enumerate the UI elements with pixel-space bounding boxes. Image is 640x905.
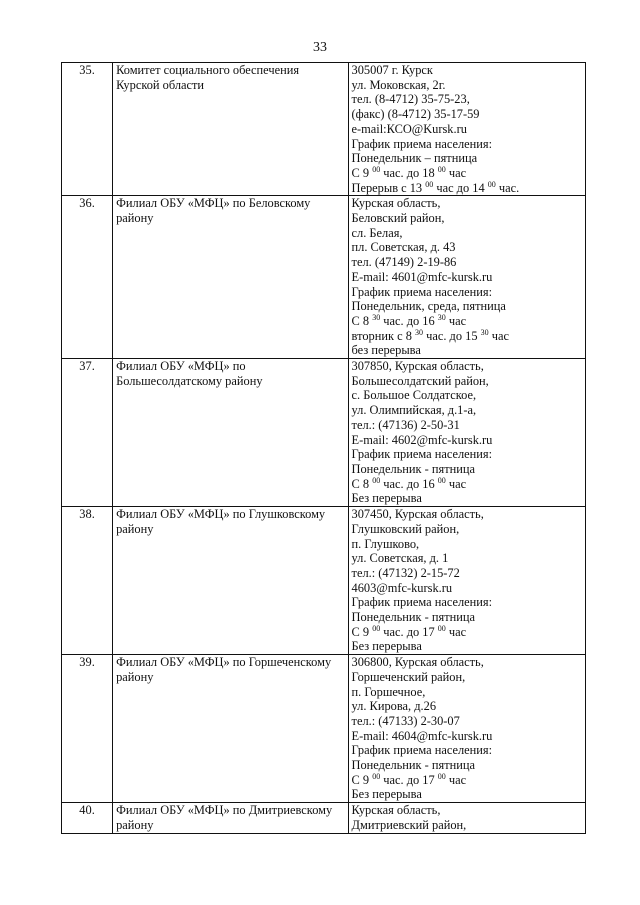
hours-text: час. до 18 [380, 165, 438, 180]
address-cell [348, 507, 585, 655]
organization-line: Курской области [116, 77, 205, 92]
address-line: График приема населения: [351, 284, 493, 299]
address-line: Курская область, [351, 803, 441, 818]
organization-line: Филиал ОБУ «МФЦ» по Беловскому [116, 196, 311, 211]
address-cell [348, 63, 585, 196]
address-line: Глушковский район, [351, 521, 460, 536]
minutes-superscript: 00 [437, 475, 446, 485]
minutes-superscript: 30 [437, 312, 446, 322]
hours-text: час до 14 [433, 180, 488, 195]
hours-line [352, 477, 582, 492]
minutes-superscript: 00 [425, 179, 434, 189]
organization-cell [113, 63, 348, 196]
address-line: 306800, Курская область, [351, 655, 484, 670]
address-line: Понедельник, среда, пятница [351, 299, 506, 314]
organization-line: Комитет социального обеспечения [116, 63, 300, 77]
address-line: 307850, Курская область, [351, 359, 484, 374]
hours-text: час [488, 328, 509, 343]
break-info: без перерыва [351, 343, 421, 358]
address-cell [348, 359, 585, 507]
address-line: Беловский район, [351, 211, 445, 226]
table-row [62, 507, 586, 655]
minutes-superscript: 30 [480, 327, 489, 337]
address-line: 307450, Курская область, [351, 507, 484, 522]
address-line: тел.: (47133) 2-30-07 [351, 713, 460, 728]
row-number: 36. [62, 196, 113, 359]
hours-text: час. до 16 [380, 313, 438, 328]
address-line: График приема населения: [351, 595, 493, 610]
address-line: ул. Моковская, 2г. [351, 77, 446, 92]
minutes-superscript: 00 [487, 179, 496, 189]
row-number: 40. [62, 803, 113, 833]
address-line: E-mail: 4602@mfc-kursk.ru [351, 432, 493, 447]
hours-text: час [445, 772, 467, 787]
organization-cell [113, 196, 348, 359]
hours-text: вторник с 8 [351, 328, 415, 343]
organization-cell [113, 655, 348, 803]
row-number: 35. [62, 63, 113, 196]
hours-line [352, 166, 582, 181]
address-line: Понедельник - пятница [351, 610, 476, 625]
minutes-superscript: 30 [372, 312, 381, 322]
minutes-superscript: 00 [437, 771, 446, 781]
organization-line: району [116, 521, 154, 536]
address-line: ул. Кирова, д.26 [351, 699, 437, 714]
address-line: Понедельник - пятница [351, 461, 476, 476]
address-line: тел.: (47132) 2-15-72 [351, 565, 460, 580]
address-line: ул. Олимпийская, д.1-а, [351, 403, 477, 418]
address-line: E-mail: 4601@mfc-kursk.ru [351, 269, 493, 284]
organization-line: району [116, 669, 154, 684]
address-line: п. Глушково, [351, 536, 420, 551]
organization-line: Филиал ОБУ «МФЦ» по [116, 359, 246, 374]
address-line: сл. Белая, [351, 225, 403, 240]
address-line: e-mail:КСО@Kursk.ru [351, 121, 467, 136]
organization-line: Филиал ОБУ «МФЦ» по Глушковскому [116, 507, 326, 522]
address-line: E-mail: 4604@mfc-kursk.ru [351, 728, 493, 743]
table-row [62, 196, 586, 359]
address-cell [348, 655, 585, 803]
organization-line: Филиал ОБУ «МФЦ» по Дмитриевскому [116, 803, 333, 818]
break-info: Без перерыва [351, 491, 422, 506]
minutes-superscript: 00 [372, 475, 381, 485]
address-line: пл. Советская, д. 43 [351, 240, 456, 255]
hours-text: С 9 [351, 624, 373, 639]
organization-line: Большесолдатскому району [116, 373, 263, 388]
hours-text: час. до 17 [380, 772, 438, 787]
address-cell [348, 196, 585, 359]
organization-cell [113, 803, 348, 833]
row-number: 37. [62, 359, 113, 507]
address-line: Большесолдатский район, [351, 373, 489, 388]
hours-text: час. [495, 180, 520, 195]
hours-text: час. до 15 [423, 328, 481, 343]
address-line: тел. (8-4712) 35-75-23, [351, 92, 470, 107]
table-row [62, 359, 586, 507]
address-line: 305007 г. Курск [351, 63, 433, 77]
hours-text: час. до 17 [380, 624, 438, 639]
address-line: с. Большое Солдатское, [351, 388, 477, 403]
hours-text: Перерыв с 13 [351, 180, 426, 195]
address-line: График приема населения: [351, 136, 493, 151]
hours-text: час. до 16 [380, 476, 438, 491]
minutes-superscript: 00 [372, 623, 381, 633]
address-line: Дмитриевский район, [351, 817, 467, 832]
organization-cell [113, 507, 348, 655]
address-line: 4603@mfc-kursk.ru [351, 580, 453, 595]
minutes-superscript: 00 [437, 164, 446, 174]
table-row [62, 655, 586, 803]
address-line: График приема населения: [351, 743, 493, 758]
hours-text: час [445, 165, 467, 180]
hours-line [352, 314, 582, 329]
hours-text: С 9 [351, 772, 373, 787]
hours-line [352, 329, 582, 344]
organization-line: Филиал ОБУ «МФЦ» по Горшеченскому [116, 655, 332, 670]
organization-cell [113, 359, 348, 507]
hours-text: час [445, 476, 467, 491]
hours-text: С 8 [351, 313, 373, 328]
address-line: (факс) (8-4712) 35-17-59 [351, 107, 480, 122]
organization-line: району [116, 817, 154, 832]
registry-table [61, 62, 586, 834]
address-line: График приема населения: [351, 447, 493, 462]
address-line: тел.: (47136) 2-50-31 [351, 417, 460, 432]
hours-line [352, 625, 582, 640]
registry-table-body [62, 63, 586, 834]
minutes-superscript: 00 [372, 771, 381, 781]
row-number: 38. [62, 507, 113, 655]
hours-text: С 8 [351, 476, 373, 491]
hours-line [352, 181, 582, 196]
minutes-superscript: 00 [437, 623, 446, 633]
table-row [62, 803, 586, 833]
address-line: Понедельник - пятница [351, 758, 476, 773]
address-line: Горшеченский район, [351, 669, 466, 684]
break-info: Без перерыва [351, 787, 422, 802]
address-line: ул. Советская, д. 1 [351, 551, 449, 566]
minutes-superscript: 30 [415, 327, 423, 337]
organization-line: району [116, 211, 154, 226]
minutes-superscript: 00 [372, 164, 381, 174]
hours-text: час [445, 624, 467, 639]
address-line: Курская область, [351, 196, 441, 211]
hours-text: С 9 [351, 165, 373, 180]
address-cell [348, 803, 585, 833]
page-number: 33 [313, 40, 327, 55]
address-line: п. Горшечное, [351, 684, 426, 699]
hours-line [352, 773, 582, 788]
address-line: тел. (47149) 2-19-86 [351, 255, 457, 270]
table-row [62, 63, 586, 196]
address-line: Понедельник – пятница [351, 151, 478, 166]
break-info: Без перерыва [351, 639, 422, 654]
hours-text: час [445, 313, 467, 328]
row-number: 39. [62, 655, 113, 803]
